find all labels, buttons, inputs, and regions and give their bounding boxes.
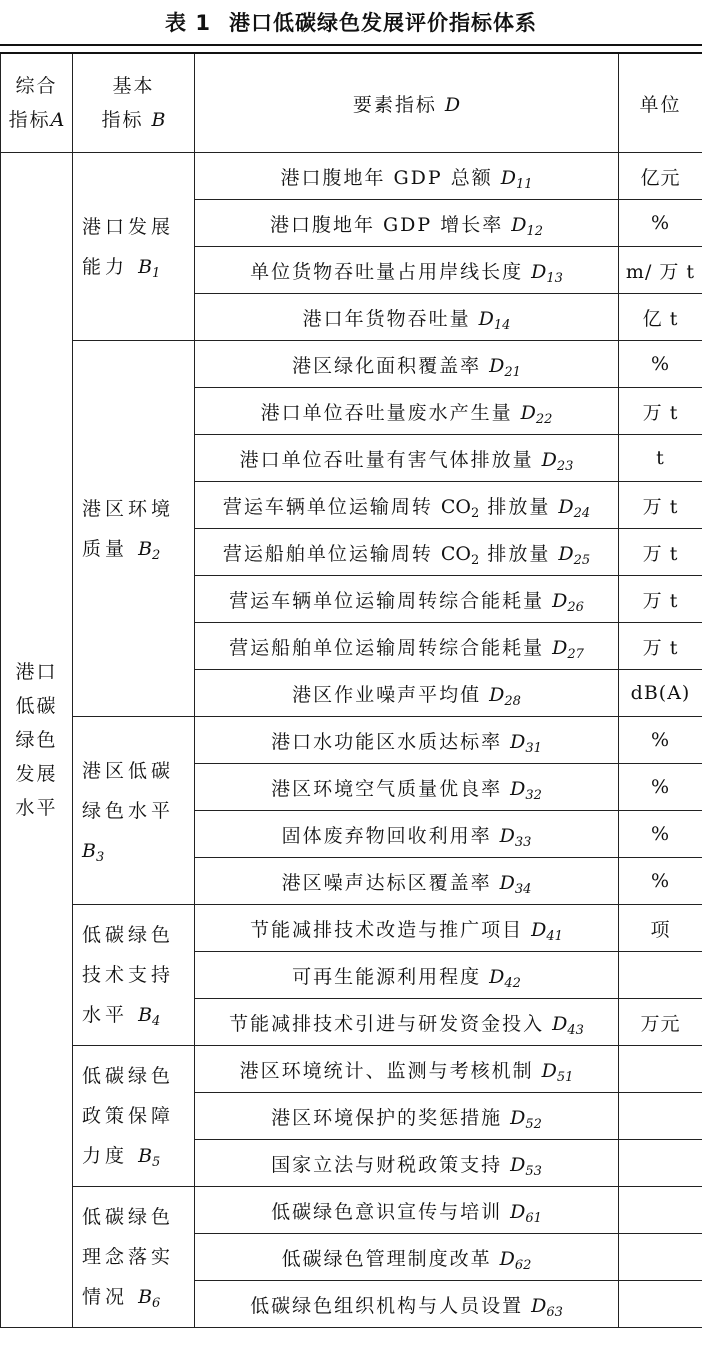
unit-cell	[619, 1046, 702, 1093]
unit-cell: dB(A)	[619, 670, 702, 717]
table-label: 表 1	[165, 11, 211, 35]
unit-cell	[619, 952, 702, 999]
composite-indicator-cell: 港口 低碳 绿色 发展 水平	[1, 153, 73, 1328]
unit-cell: 项	[619, 905, 702, 952]
element-indicator-cell: 低碳绿色管理制度改革 $D_{62}$	[195, 1234, 619, 1281]
element-indicator-cell: 营运船舶单位运输周转 $CO_2$ 排放量 $D_{25}$	[195, 529, 619, 576]
unit-cell: %	[619, 764, 702, 811]
unit-cell: %	[619, 811, 702, 858]
header-row	[1, 53, 702, 153]
header-unit: 单位	[619, 53, 702, 153]
basic-indicator-cell: 港口发展 能力 $B_1$	[73, 153, 195, 341]
header-basic: 基本 指标 B	[73, 53, 195, 153]
table-row	[1, 153, 702, 200]
element-indicator-cell: 港区环境统计、监测与考核机制 $D_{51}$	[195, 1046, 619, 1093]
unit-cell	[619, 1093, 702, 1140]
unit-cell: 亿 t	[619, 294, 702, 341]
basic-indicator-cell: 低碳绿色 技术支持 水平 $B_4$	[73, 905, 195, 1046]
element-indicator-cell: 节能减排技术改造与推广项目 $D_{41}$	[195, 905, 619, 952]
indicator-table	[0, 52, 702, 1328]
table-caption: 港口低碳绿色发展评价指标体系	[228, 11, 537, 35]
unit-cell: %	[619, 717, 702, 764]
table-body	[1, 153, 702, 1328]
element-indicator-cell: 港口腹地年 GDP 总额 $D_{11}$	[195, 153, 619, 200]
table-row	[1, 341, 702, 388]
unit-cell	[619, 1187, 702, 1234]
element-indicator-cell: 港口单位吞吐量废水产生量 $D_{22}$	[195, 388, 619, 435]
element-indicator-cell: 低碳绿色意识宣传与培训 $D_{61}$	[195, 1187, 619, 1234]
element-indicator-cell: 港口单位吞吐量有害气体排放量 $D_{23}$	[195, 435, 619, 482]
element-indicator-cell: 港口水功能区水质达标率 $D_{31}$	[195, 717, 619, 764]
unit-cell	[619, 1140, 702, 1187]
basic-indicator-cell: 低碳绿色 政策保障 力度 $B_5$	[73, 1046, 195, 1187]
element-indicator-cell: 低碳绿色组织机构与人员设置 $D_{63}$	[195, 1281, 619, 1328]
element-indicator-cell: 单位货物吞吐量占用岸线长度 $D_{13}$	[195, 247, 619, 294]
unit-cell: 万 t	[619, 529, 702, 576]
header-element: 要素指标 D	[195, 53, 619, 153]
element-indicator-cell: 可再生能源利用程度 $D_{42}$	[195, 952, 619, 999]
element-indicator-cell: 固体废弃物回收利用率 $D_{33}$	[195, 811, 619, 858]
basic-indicator-cell: 港区环境 质量 $B_2$	[73, 341, 195, 717]
unit-cell: 万元	[619, 999, 702, 1046]
unit-cell: %	[619, 858, 702, 905]
element-indicator-cell: 港口腹地年 GDP 增长率 $D_{12}$	[195, 200, 619, 247]
element-indicator-cell: 港区环境空气质量优良率 $D_{32}$	[195, 764, 619, 811]
element-indicator-cell: 节能减排技术引进与研发资金投入 $D_{43}$	[195, 999, 619, 1046]
unit-cell: 万 t	[619, 388, 702, 435]
element-indicator-cell: 国家立法与财税政策支持 $D_{53}$	[195, 1140, 619, 1187]
unit-cell: 万 t	[619, 576, 702, 623]
header-composite: 综合 指标A	[1, 53, 73, 153]
basic-indicator-cell: 港区低碳 绿色水平 $B_3$	[73, 717, 195, 905]
element-indicator-cell: 港区作业噪声平均值 $D_{28}$	[195, 670, 619, 717]
element-indicator-cell: 营运车辆单位运输周转综合能耗量 $D_{26}$	[195, 576, 619, 623]
table-row	[1, 717, 702, 764]
element-indicator-cell: 营运车辆单位运输周转 $CO_2$ 排放量 $D_{24}$	[195, 482, 619, 529]
table-row	[1, 1046, 702, 1093]
table-row	[1, 1187, 702, 1234]
co2-formula: $CO_2$	[440, 495, 480, 521]
unit-cell: %	[619, 341, 702, 388]
element-indicator-cell: 港区环境保护的奖惩措施 $D_{52}$	[195, 1093, 619, 1140]
unit-cell: %	[619, 200, 702, 247]
co2-formula: $CO_2$	[440, 542, 480, 568]
unit-cell: 万 t	[619, 623, 702, 670]
unit-cell: 万 t	[619, 482, 702, 529]
table-row	[1, 905, 702, 952]
unit-cell	[619, 1234, 702, 1281]
table-title	[0, 0, 702, 46]
element-indicator-cell: 港口年货物吞吐量 $D_{14}$	[195, 294, 619, 341]
unit-cell	[619, 1281, 702, 1328]
unit-cell: m/ 万 t	[619, 247, 702, 294]
unit-cell: t	[619, 435, 702, 482]
element-indicator-cell: 营运船舶单位运输周转综合能耗量 $D_{27}$	[195, 623, 619, 670]
basic-indicator-cell: 低碳绿色 理念落实 情况 $B_6$	[73, 1187, 195, 1328]
element-indicator-cell: 港区噪声达标区覆盖率 $D_{34}$	[195, 858, 619, 905]
unit-cell: 亿元	[619, 153, 702, 200]
element-indicator-cell: 港区绿化面积覆盖率 $D_{21}$	[195, 341, 619, 388]
